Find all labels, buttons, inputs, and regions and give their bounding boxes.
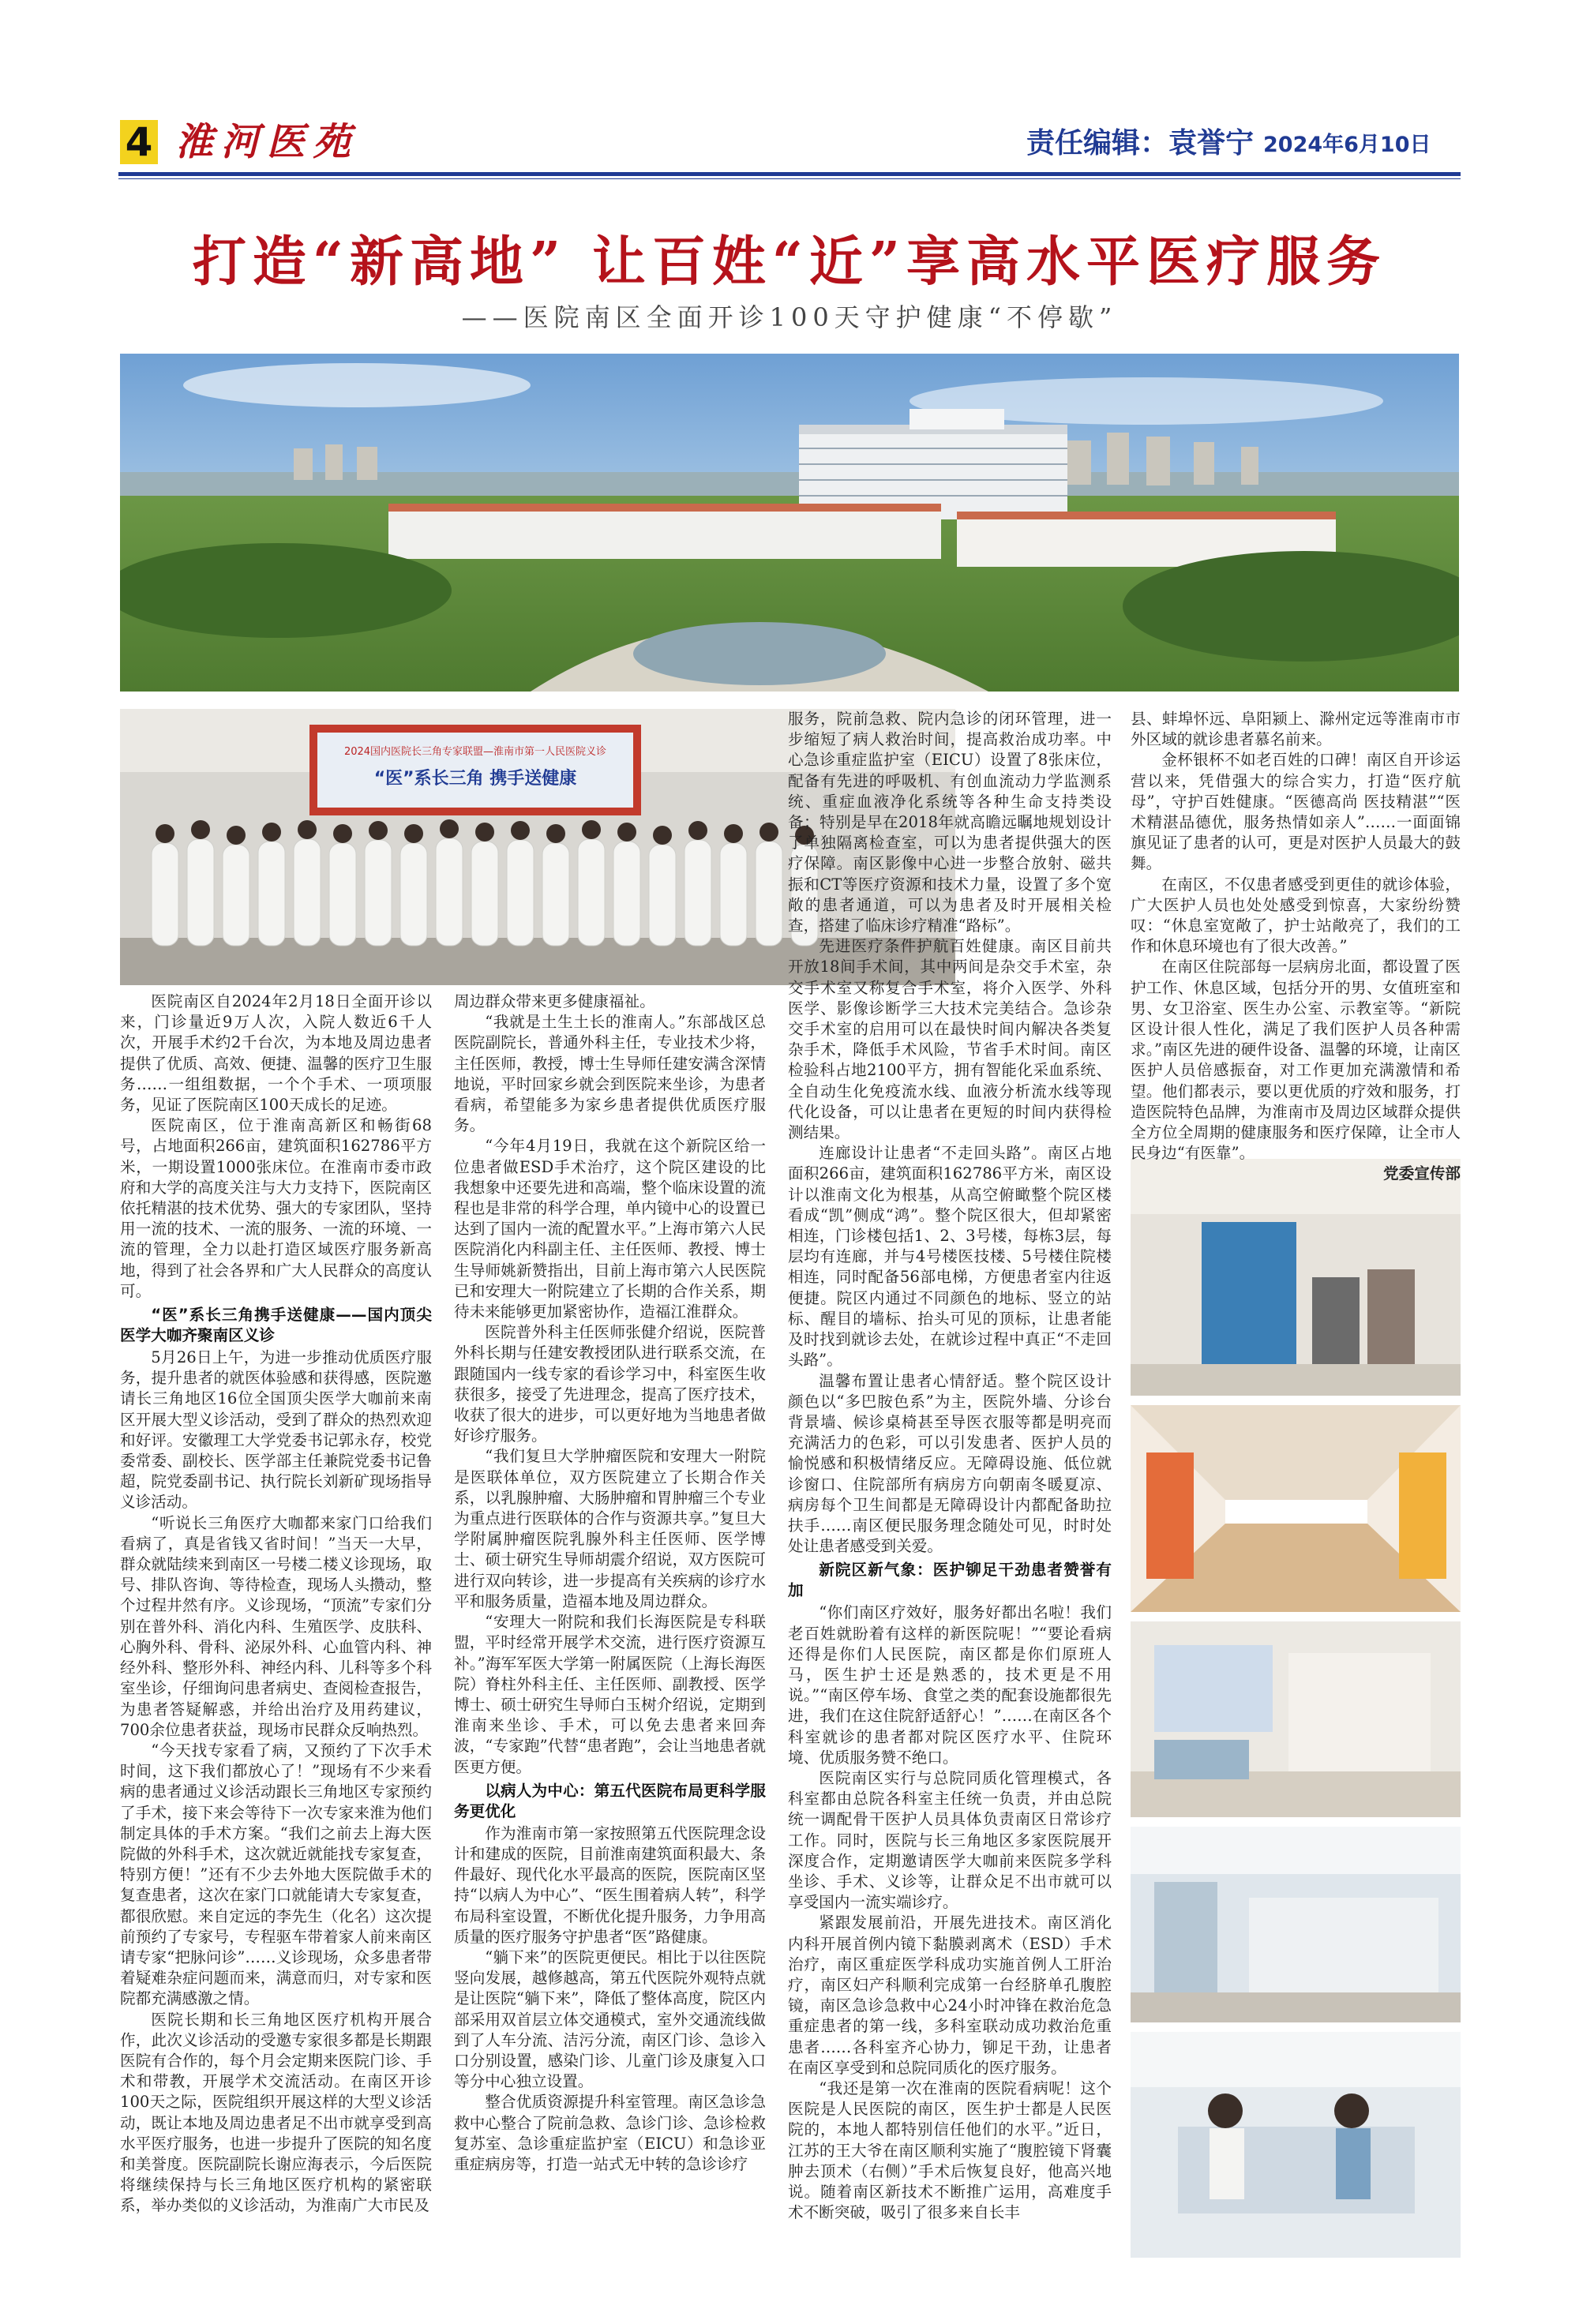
treatment-photo [1131,2032,1461,2258]
corridor-photo [1131,1405,1461,1612]
paragraph: “我们复旦大学肿瘤医院和安理大一附院是医联体单位，双方医院建立了长期合作关系，以乳腺肿瘤、大肠肿瘤和胃肿瘤三个专业为重点进行医联体的合作与资源共享。”复旦大学附属肿瘤医院乳腺外科主任医师、医学博士、硕士研究生导师胡震介绍说，双方医院可进行双向转诊，进一步提高有关疾病的诊疗水平和服务质量，造福本地及周边群众。 [454,1447,766,1610]
paragraph: 医院南区实行与总院同质化管理模式，各科室都由总院各科室主任统一负责，并由总院统一调配骨干医护人员具体负责南区日常诊疗工作。同时，医院与长三角地区多家医院展开深度合作，定期邀请医学大咖前来医院多学科坐诊、手术、义诊等，让群众足不出市就可以享受国内一流实端诊疗。 [788,1768,1112,1912]
paragraph: 医院南区，位于淮南高新区和畅街68号，占地面积266亩，建筑面积162786平方米，一期设置1000张床位。在淮南市委市政府和大学的高度关注与大力支持下，医院南区依托精湛的技术优势、强大的专家团队，坚持用一流的技术、一流的服务、一流的环境、一流的管理，全力以赴打造区域医疗服务新高地，得到了社会各界和广大人民群众的高度认可。 [120,1116,432,1300]
article-subtitle: ——医院南区全面开诊100天守护健康“不停歇” [461,302,1118,332]
banner-line1: 2024国内医院长三角专家联盟—淮南市第一人民医院义诊 [343,746,607,758]
column-1 [120,991,432,2217]
paragraph: “今年4月19日，我就在这个新院区给一位患者做ESD手术治疗，这个院区建设的比我想象中还要先进和高端，整个临床设置的流程也是非常的科学合理，单内镜中心的设置已达到了国内一流的配置水平。”上海市第六人民医院消化内科副主任、主任医师、教授、博士生导师姚新赞指出，目前上海市第六人民医院已和安理大一附院建立了长期的合作关系，期待未来能够更加紧密协作，造福江淮群众。 [454,1137,766,1321]
paragraph: 周边群众带来更多健康福祉。 [454,992,655,1010]
header-rule [118,172,1461,176]
paper-name: 淮河医苑 [175,120,359,164]
paragraph: 先进医疗条件护航百姓健康。南区目前共开放18间手术间，其中两间是杂交手术室，杂交手术室又称复合手术室，将介入医学、外科医学、影像诊断学三大技术完美结合。急诊杂交手术室的启用可以在最快时间内解决各类复杂手术，降低手术风险，节省手术时间。南区检验科占地2100平方，拥有智能化采血系统、全自动生化免疫流水线、血液分析流水线等现代化设备，可以让患者在更短的时间内获得检测结果。 [788,937,1112,1142]
column-3 [788,709,1112,2223]
paragraph: 温馨布置让患者心情舒适。整个院区设计颜色以“多巴胺色系”为主，医院外墙、分诊台背景墙、候诊桌椅甚至导医衣服等都是明亮而充满活力的色彩，可以引发患者、医护人员的愉悦感和积极情绪反应。无障碍设施、低位就诊窗口、住院部所有病房方向朝南冬暖夏凉、病房每个卫生间都是无障碍设计内都配备助拉扶手……南区便民服务理念随处可见，时时处处让患者感受到关爱。 [788,1371,1112,1556]
editor-label: 责任编辑：袁誉宁 [1026,127,1255,159]
paragraph: “安理大一附院和我们长海医院是专科联盟，平时经常开展学术交流，进行医疗资源互补。”海军军医大学第一附属医院（上海长海医院）脊柱外科主任、主任医师、副教授、医学博士、硕士研究生导师白玉树介绍说，定期到淮南来坐诊、手术，可以免去患者来回奔波，“专家跑”代替“患者跑”，会让当地患者就医更方便。 [454,1613,766,1776]
paragraph: 医院南区自2024年2月18日全面开诊以来，门诊量近9万人次，入院人数近6千人次，开展手术约2千台次，为本地及周边患者提供了优质、高效、便捷、温馨的医疗卫生服务……一组组数据，一个个手术、一项项服务，见证了医院南区100天成长的足迹。 [120,992,432,1115]
ward-photo [1131,1621,1461,1817]
article-title: 打造“新高地” 让百姓“近”享高水平医疗服务 [192,231,1387,294]
paragraph: 紧跟发展前沿，开展先进技术。南区消化内科开展首例内镜下黏膜剥离术（ESD）手术治疗，南区重症医学科成功实施首例人工肝治疗，南区妇产科顺利完成第一台经脐单孔腹腔镜，南区急诊急救中心24小时冲锋在救治危急重症患者的第一线，多科室联动成功救治危重患者……各科室齐心协力，铆足干劲，让患者在南区享受到和总院同质化的医疗服务。 [788,1914,1112,2077]
main-photo [120,354,1459,692]
banner-line2: “医”系长三角 携手送健康 [373,769,577,789]
paragraph: 连廊设计让患者“不走回头路”。南区占地面积266亩，建筑面积162786平方米，南区设计以淮南文化为根基，从高空俯瞰整个院区楼看成“凯”侧成“鸿”。整个院区很大，但却紧密相连，门诊楼包括1、2、3号楼，每栋3层，每层均有连廊，并与4号楼医技楼、5号楼住院楼相连，同时配备56部电梯，方便患者室内往返便捷。院区内通过不同颜色的地标、竖立的站标、醒目的墙标、抬头可见的顶标，让患者能及时找到就诊去处，在就诊过程中真正“不走回头路”。 [788,1144,1112,1370]
column-2 [454,991,766,2175]
paragraph: 医院长期和长三角地区医疗机构开展合作，此次义诊活动的受邀专家很多都是长期跟医院有合作的，每个月会定期来医院门诊、手术和带教，开展学术交流活动。在南区开诊100天之际，医院组织开展这样的大型义诊活动，既让本地及周边患者足不出市就享受到高水平医疗服务，也进一步提升了医院的知名度和美誉度。医院副院长谢应海表示，今后医院将继续保持与长三角地区医疗机构的紧密联系，举办类似的义诊活动，为淮南广大市民及 [120,2010,432,2215]
issue-date: 2024年6月10日 [1263,133,1431,157]
paragraph: 5月26日上午，为进一步推动优质医疗服务，提升患者的就医体验感和获得感，医院邀请长三角地区16位全国顶尖医学大咖前来南区开展大型义诊活动，受到了群众的热烈欢迎和好评。安徽理工大学党委书记郭永存，校党委常委、副校长、医学部主任兼院党委书记鲁超，院党委副书记、执行院长刘新矿现场指导义诊活动。 [120,1348,432,1512]
paragraph: 作为淮南市第一家按照第五代医院理念设计和建成的医院，目前淮南建筑面积最大、条件最好、现代化水平最高的医院，医院南区坚持“以病人为中心”、“医生围着病人转”，科学布局科室设置，不断优化提升服务，力争用高质量的医疗服务守护患者“医”路健康。 [454,1824,766,1946]
paragraph: “躺下来”的医院更便民。相比于以往医院竖向发展，越修越高，第五代医院外观特点就是让医院“躺下来”，降低了整体高度，院区内部采用双首层立体交通模式，室外交通流线做到了人车分流、洁污分流，南区门诊、急诊入口分别设置，感染门诊、儿童门诊及康复入口等分中心独立设置。 [454,1947,766,2091]
paragraph: 在南区住院部每一层病房北面，都设置了医护工作、休息区域，包括分开的男、女值班室和男、女卫浴室、医生办公室、示教室等。“新院区设计很人性化，满足了我们医护人员各种需求。”南区先进的硬件设备、温馨的环境，让南区医护人员倍感振奋，对工作更加充满激情和希望。他们都表示，要以更优质的疗效和服务，打造医院特色品牌，为淮南市及周边区域群众提供全方位全周期的健康服务和医疗保障，让全市人民身边“有医靠”。 [1131,958,1461,1163]
byline: 党委宣传部 [1383,1164,1461,1183]
section-heading: “医”系长三角携手送健康——国内顶尖医学大咖齐聚南区义诊 [120,1306,432,1345]
paragraph: 县、蚌埠怀远、阜阳颍上、滁州定远等淮南市市外区域的就诊患者慕名前来。 [1131,710,1461,749]
page-number: 4 [120,120,158,164]
hospital-lobby-photo [1131,1159,1461,1396]
section-heading: 以病人为中心：第五代医院布局更科学服务更优化 [454,1781,766,1820]
column-4 [1131,709,1461,1185]
paragraph: “听说长三角医疗大咖都来家门口给我们看病了，真是省钱又省时间！”当天一大早，群众就陆续来到南区一号楼二楼义诊现场，取号、排队咨询、等待检查，现场人头攒动，整个过程井然有序。义诊现场，“顶流”专家们分别在普外科、消化内科、生殖医学、皮肤科、心胸外科、骨科、泌尿外科、心血管内科、神经外科、整形外科、神经内科、儿科等多个科室坐诊，仔细询问患者病史、查阅检查报告，为患者答疑解惑，并给出治疗及用药建议，700余位患者获益，现场市民群众反响热烈。 [120,1513,432,1739]
paragraph: “我还是第一次在淮南的医院看病呢！这个医院是人民医院的南区，医生护士都是人民医院的，本地人都特别信任他们的水平。”近日，江苏的王大爷在南区顺利实施了“腹腔镜下肾囊肿去顶术（右侧）”手术后恢复良好，他高兴地说。随着南区新技术不断推广运用，高难度手术不断突破，吸引了很多来自长丰 [788,2079,1112,2222]
section-heading: 新院区新气象：医护铆足干劲患者赞誉有加 [788,1561,1112,1600]
paragraph: “我就是土生土长的淮南人。”东部战区总医院副院长，普通外科主任，专业技术少将，主任医师，教授，博士生导师任建安满含深情地说，平时回家乡就会到医院来坐诊，为患者看病，希望能多为家乡患者提供优质医疗服务。 [454,1013,766,1135]
paragraph: 在南区，不仅患者感受到更佳的就诊体验，广大医护人员也处处感受到惊喜，大家纷纷赞叹：“休息室宽敞了，护士站敞亮了，我们的工作和休息环境也有了很大改善。” [1131,875,1461,956]
header-rule-thin [118,178,1461,179]
paragraph: 医院普外科主任医师张健介绍说，医院普外科长期与任建安教授团队进行联系交流，在跟随国内一线专家的看诊学习中，科室医生收获很多，接受了先进理念，提高了医疗技术，收获了很大的进步，可以更好地为当地患者做好诊疗服务。 [454,1323,766,1445]
hall-photo [1131,1827,1461,2022]
paragraph: 服务，院前急救、院内急诊的闭环管理，进一步缩短了病人救治时间，提高救治成功率。中心急诊重症监护室（EICU）设置了8张床位，配备有先进的呼吸机、有创血流动力学监测系统、重症血液净化系统等各种生命支持类设备；特别是早在2018年就高瞻远瞩地规划设计了单独隔离检查室，可以为患者提供强大的医疗保障。南区影像中心进一步整合放射、磁共振和CT等医疗资源和技术力量，设置了多个宽敞的患者通道，可以为患者及时开展相关检查，搭建了临床诊疗精准“路标”。 [788,710,1112,935]
paragraph: “你们南区疗效好，服务好都出名啦！我们老百姓就盼着有这样的新医院呢！”“要论看病还得是你们人民医院，南区都是你们原班人马，医生护士还是熟悉的，技术更是不用说。”“南区停车场、食堂之类的配套设施都很先进，我们在这住院舒适舒心！”……在南区各个科室就诊的患者都对院区医疗水平、住院环境、优质服务赞不绝口。 [788,1603,1112,1767]
paragraph: 金杯银杯不如老百姓的口碑！南区自开诊运营以来，凭借强大的综合实力，打造“医疗航母”，守护百姓健康。“医德高尚 医技精湛”“医术精湛品德优，服务热情如亲人”……一面面锦旗见证了患者的认可，更是对医护人员最大的鼓舞。 [1131,751,1461,873]
paragraph: “今天找专家看了病，又预约了下次手术时间，这下我们都放心了！”现场有不少来看病的患者通过义诊活动跟长三角地区专家预约了手术，接下来会等待下一次专家来淮为他们制定具体的手术方案。“我们之前去上海大医院做的外科手术，这次就近就能找专家复查，特别方便！”还有不少去外地大医院做手术的复查患者，这次在家门口就能请大专家复查，都很欣慰。来自定远的李先生（化名）这次提前预约了专家号，专程驱车带着家人前来南区请专家“把脉问诊”……义诊现场，众多患者带着疑难杂症问题而来，满意而归，对专家和医院都充满感激之情。 [120,1741,432,2008]
paragraph: 整合优质资源提升科室管理。南区急诊急救中心整合了院前急救、急诊门诊、急诊检救复苏室、急诊重症监护室（EICU）和急诊亚重症病房等，打造一站式无中转的急诊诊疗 [454,2093,766,2173]
